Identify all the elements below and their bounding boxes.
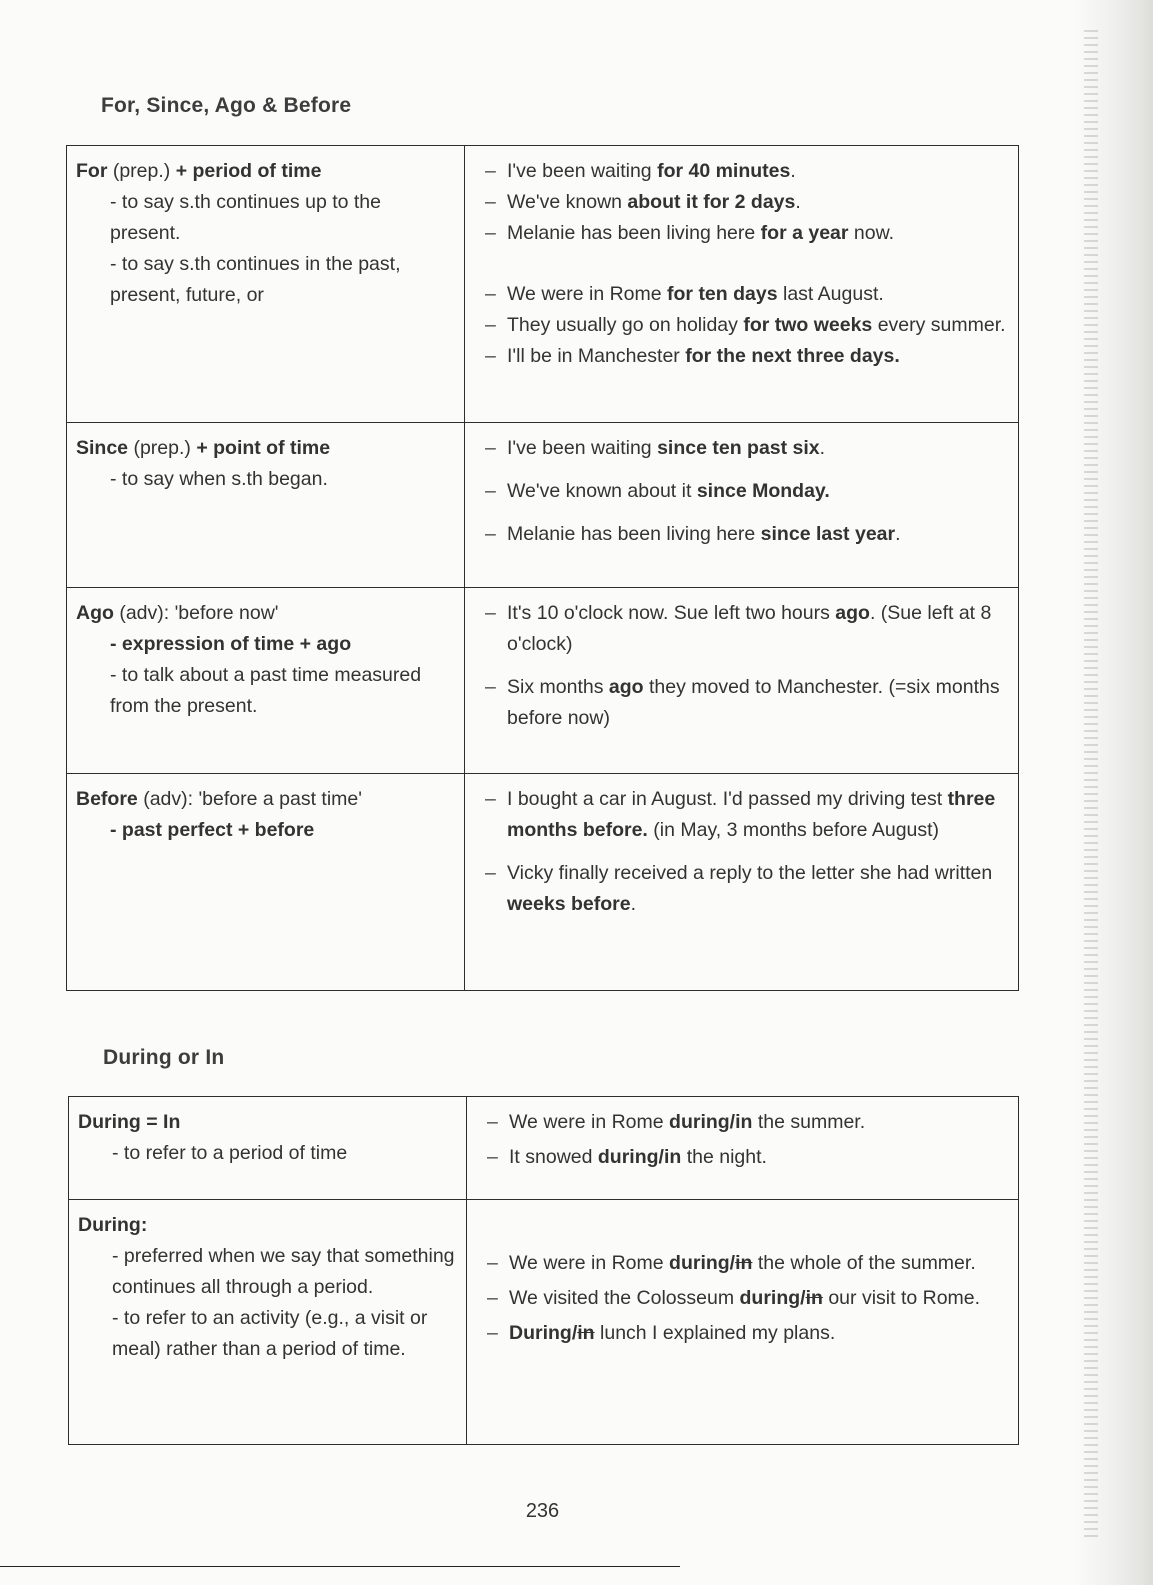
example-sentence: – I'll be in Manchester for the next three days. [474, 341, 1010, 372]
example-sentence: – I bought a car in August. I'd passed my driving test three months before. (in May, 3 months before August) [474, 784, 1010, 846]
example-sentence: – We were in Rome during/in the summer. [476, 1107, 1010, 1138]
examples-cell [465, 423, 1019, 588]
table-row [67, 423, 1019, 588]
rule-heading: For (prep.) + period of time [76, 160, 322, 182]
example-sentence: – Vicky finally received a reply to the letter she had written weeks before. [474, 858, 1010, 920]
rule-note: - preferred when we say that something continues all through a period. [112, 1245, 455, 1298]
examples-cell [467, 1200, 1019, 1445]
rule-heading: Ago (adv): 'before now' [76, 602, 279, 624]
rule-cell [69, 1097, 467, 1200]
table-row [67, 146, 1019, 423]
example-sentence: – We visited the Colosseum during/in our visit to Rome. [476, 1283, 1010, 1314]
table-row [69, 1097, 1019, 1200]
rule-heading: During = In [78, 1111, 181, 1133]
rule-note: - past perfect + before [110, 819, 315, 841]
example-sentence: – We were in Rome during/in the whole of the summer. [476, 1248, 1010, 1279]
rule-note: - to say s.th continues up to the present. [110, 191, 381, 244]
rule-note: - to refer to a period of time [112, 1142, 348, 1164]
rule-note: - to refer to an activity (e.g., a visit or meal) rather than a period of time. [112, 1307, 428, 1360]
rule-cell [67, 423, 465, 588]
binding-edge [1084, 30, 1098, 1540]
example-sentence: – It's 10 o'clock now. Sue left two hours ago. (Sue left at 8 o'clock) [474, 598, 1010, 660]
table-row [67, 774, 1019, 991]
rule-note: - to say s.th continues in the past, present, future, or [110, 253, 401, 306]
page-number: 236 [525, 1500, 560, 1522]
rule-heading: Before (adv): 'before a past time' [76, 788, 362, 810]
example-sentence: – During/in lunch I explained my plans. [476, 1318, 1010, 1349]
examples-cell [465, 146, 1019, 423]
example-sentence: – They usually go on holiday for two weeks every summer. [474, 310, 1010, 341]
rule-cell [67, 146, 465, 423]
section-title-for-since-ago-before: For, Since, Ago & Before [101, 94, 352, 117]
rule-note: - to talk about a past time measured from the present. [110, 664, 422, 717]
example-sentence: – I've been waiting since ten past six. [474, 433, 1010, 464]
rule-note: - expression of time + ago [110, 633, 352, 655]
example-sentence: – Six months ago they moved to Manchester. (=six months before now) [474, 672, 1010, 734]
rule-cell [67, 588, 465, 774]
examples-cell [465, 588, 1019, 774]
example-sentence: – Melanie has been living here for a year now. [474, 218, 1010, 249]
example-sentence: – We've known about it since Monday. [474, 476, 1010, 507]
table-row [67, 588, 1019, 774]
rule-heading: Since (prep.) + point of time [76, 437, 331, 459]
during-or-in-table [68, 1096, 1019, 1445]
table-row [69, 1200, 1019, 1445]
example-sentence: – It snowed during/in the night. [476, 1142, 1010, 1173]
example-sentence: – Melanie has been living here since last year. [474, 519, 1010, 550]
rule-cell [67, 774, 465, 991]
example-sentence: – We were in Rome for ten days last August. [474, 279, 1010, 310]
example-sentence: – We've known about it for 2 days. [474, 187, 1010, 218]
rule-note: - to say when s.th began. [110, 468, 328, 490]
examples-cell [467, 1097, 1019, 1200]
rule-heading: During: [78, 1214, 148, 1236]
example-sentence: – I've been waiting for 40 minutes. [474, 156, 1010, 187]
for-since-ago-before-table [66, 145, 1019, 991]
rule-cell [69, 1200, 467, 1445]
examples-cell [465, 774, 1019, 991]
footer-rule [0, 1566, 680, 1567]
section-title-during-or-in: During or In [103, 1046, 225, 1069]
